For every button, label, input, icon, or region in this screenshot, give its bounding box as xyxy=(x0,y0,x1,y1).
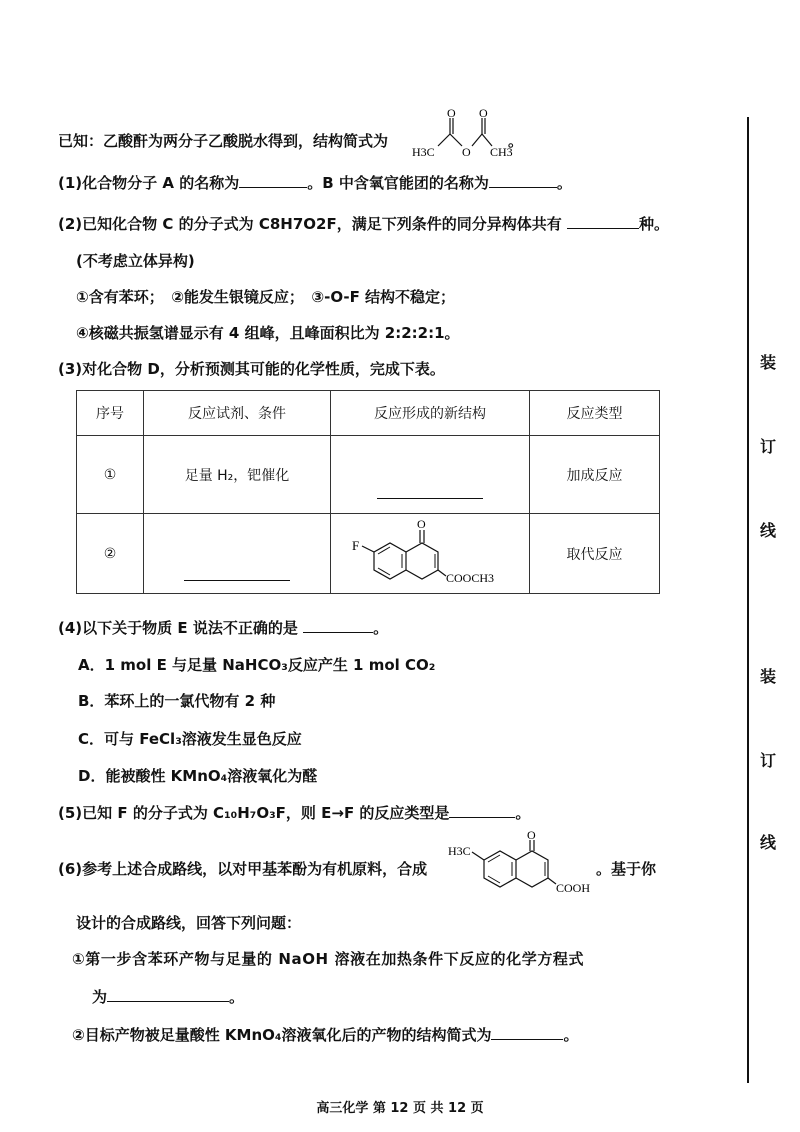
header-reagent: 反应试剂、条件 xyxy=(144,391,331,436)
intro-end: 。 xyxy=(508,132,524,150)
anhydride-o-bridge: O xyxy=(462,145,471,159)
binding-char-4: 装 xyxy=(760,667,777,686)
q1-blank-b[interactable] xyxy=(489,173,557,188)
row2-reagent-cell xyxy=(144,514,331,594)
q6-structure-blank[interactable] xyxy=(491,1025,563,1040)
q4-option-b: B．苯环上的一氯代物有 2 种 xyxy=(78,692,276,710)
q2-main: (2)已知化合物 C 的分子式为 C8H7O2F，满足下列条件的同分异构体共有 xyxy=(58,215,562,233)
anhydride-right-label: CH3 xyxy=(490,145,513,159)
q6-line-5 xyxy=(72,1024,579,1045)
anhydride-left-label: H3C xyxy=(412,145,435,159)
q4-option-c: C．可与 FeCl₃溶液发生显色反应 xyxy=(78,730,302,748)
header-type: 反应类型 xyxy=(530,391,660,436)
q6-line-4 xyxy=(92,986,244,1007)
q2-condition-1: ①含有苯环； ②能发生银镜反应； ③-O-F 结构不稳定； xyxy=(76,288,456,306)
row1-type: 加成反应 xyxy=(530,436,660,514)
q5-end: 。 xyxy=(515,804,531,822)
q5-text: (5)已知 F 的分子式为 C₁₀H₇O₃F，则 E→F 的反应类型是 xyxy=(58,804,450,822)
q1-blank-a[interactable] xyxy=(239,173,307,188)
acid-group-label: COOH xyxy=(556,881,591,895)
q2-note: (不考虑立体异构) xyxy=(76,252,195,270)
acetic-anhydride-structure xyxy=(412,108,520,160)
acid-ch3-label: H3C xyxy=(448,844,471,858)
q4-option-d: D．能被酸性 KMnO₄溶液氧化为醛 xyxy=(78,767,318,785)
header-structure: 反应形成的新结构 xyxy=(331,391,530,436)
row1-structure-cell xyxy=(331,436,530,514)
acid-keto-o: O xyxy=(527,830,536,842)
q6-line-2: 设计的合成路线，回答下列问题： xyxy=(76,914,302,932)
q6-line-5-text: ②目标产物被足量酸性 KMnO₄溶液氧化后的产物的结构简式为 xyxy=(72,1026,492,1044)
question-5 xyxy=(58,802,530,823)
binding-char-5: 订 xyxy=(760,751,777,770)
q6-line-4-text: 为 xyxy=(92,988,108,1006)
chromone-ester-structure xyxy=(346,516,510,592)
q1-part1: (1)化合物分子 A 的名称为 xyxy=(58,174,240,192)
q6-line-5-end: 。 xyxy=(563,1026,579,1044)
anhydride-o-top2: O xyxy=(479,108,488,120)
question-6: (6)参考上述合成路线，以对甲基苯酚为有机原料，合成 xyxy=(58,860,428,878)
binding-char-1: 装 xyxy=(760,353,777,372)
page-footer: 高三化学 第 12 页 共 12 页 xyxy=(316,1101,484,1116)
row1-number: ① xyxy=(77,436,144,514)
q4-option-a: A．1 mol E 与足量 NaHCO₃反应产生 1 mol CO₂ xyxy=(78,656,436,674)
q6-line-4-end: 。 xyxy=(229,988,245,1006)
intro-line xyxy=(58,130,388,151)
chromone-acid-structure xyxy=(448,830,600,904)
binding-char-2: 订 xyxy=(760,437,777,456)
intro-text: 已知：乙酸酐为两分子乙酸脱水得到，结构简式为 xyxy=(58,132,389,150)
ester-group-label: COOCH3 xyxy=(446,571,495,585)
q2-unit: 种。 xyxy=(638,215,669,233)
q2-condition-2: ④核磁共振氢谱显示有 4 组峰，且峰面积比为 2:2:2:1。 xyxy=(76,324,460,342)
question-1 xyxy=(58,172,572,193)
q4-blank[interactable] xyxy=(303,618,373,633)
row2-number: ② xyxy=(77,514,144,594)
binding-char-3: 线 xyxy=(760,521,777,540)
q4-text: (4)以下关于物质 E 说法不正确的是 xyxy=(58,619,298,637)
q1-part2: 。B 中含氧官能团的名称为 xyxy=(307,174,489,192)
ester-keto-o: O xyxy=(417,517,426,531)
binding-char-6: 线 xyxy=(760,833,777,852)
row2-reagent-blank[interactable] xyxy=(184,566,290,581)
q1-part3: 。 xyxy=(556,174,572,192)
row2-type: 取代反应 xyxy=(530,514,660,594)
question-2 xyxy=(58,213,669,234)
q4-end: 。 xyxy=(373,619,389,637)
ester-f-label: F xyxy=(352,538,360,553)
q6-after: 。基于你 xyxy=(596,860,657,878)
binding-line xyxy=(747,117,749,1083)
anhydride-o-top1: O xyxy=(447,108,456,120)
q2-blank[interactable] xyxy=(567,214,639,229)
question-3: (3)对化合物 D，分析预测其可能的化学性质，完成下表。 xyxy=(58,360,445,378)
header-number: 序号 xyxy=(77,391,144,436)
q6-line-3: ①第一步含苯环产物与足量的 NaOH 溶液在加热条件下反应的化学方程式 xyxy=(72,950,585,968)
q5-blank[interactable] xyxy=(449,803,515,818)
q6-equation-blank[interactable] xyxy=(107,987,229,1002)
question-4 xyxy=(58,617,388,638)
row1-structure-blank[interactable] xyxy=(377,484,483,499)
row1-reagent: 足量 H₂，钯催化 xyxy=(144,436,331,514)
